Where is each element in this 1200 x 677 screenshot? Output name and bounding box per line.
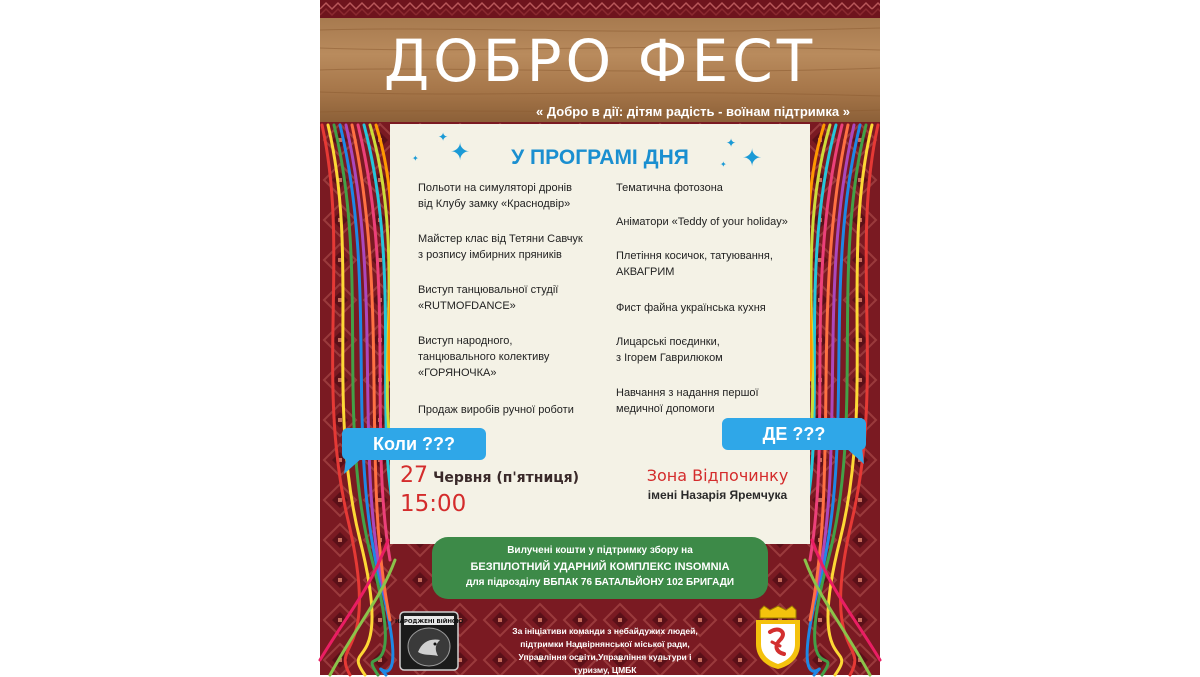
program-item: Лицарські поєдинки, з Ігорем Гаврилюком <box>616 336 723 364</box>
when-label: Коли ??? <box>372 434 456 454</box>
emblem-logo <box>394 612 464 670</box>
program-item: Навчання з надання першої медичної допомоги <box>616 387 759 415</box>
sparkle-icon: ✦ <box>438 130 449 144</box>
program-item: Польоти на симуляторі дронів від Клубу замку «Краснодвір» <box>418 182 572 210</box>
festival-subtitle: « Добро в дії: дітям радість - воїнам підтримка » <box>536 104 850 119</box>
program-item: Майстер клас від Тетяни Савчук з розпису імбирних пряників <box>418 233 583 261</box>
place-line-2: імені Назарія Яремчука <box>647 488 788 502</box>
program-item: Тематична фотозона <box>616 182 723 194</box>
when-bubble-tail <box>342 458 366 474</box>
donation-line-3: для підрозділу ВБПАК 76 БАТАЛЬЙОНУ 102 БРИГАДИ <box>465 577 735 588</box>
where-label: ДЕ ??? <box>762 424 826 444</box>
sparkle-icon: ✦ <box>450 139 471 166</box>
event-place <box>620 466 815 502</box>
poster <box>320 0 880 675</box>
organizers-text: За ініціативи команди з небайдужих людей, підтримки Надвірнянської міської ради, Управління освіти,Управління культури і туризму, ЦМБК <box>512 626 698 675</box>
coat-of-arms-icon <box>750 606 806 670</box>
date-month: Червня (п'ятниця) <box>433 470 580 486</box>
where-bubble-tail <box>842 448 866 464</box>
sparkle-icon: ✦ <box>726 136 737 150</box>
date-day: 27 <box>400 463 428 488</box>
event-time: 15:00 <box>400 491 467 517</box>
sparkle-icon: ✦ <box>412 154 419 163</box>
program-item: Плетіння косичок, татуювання, АКВАГРИМ <box>616 250 773 278</box>
program-right-column <box>616 180 810 430</box>
donation-line-1: Вилучені кошти у підтримку збору на <box>507 545 693 556</box>
sparkle-icon: ✦ <box>720 160 727 169</box>
program-item: Виступ танцювальної студії «RUTMOFDANCE» <box>418 284 559 312</box>
program-item: Аніматори «Teddy of your holiday» <box>616 216 788 228</box>
place-line-1: Зона Відпочинку <box>646 466 789 485</box>
event-date <box>400 463 579 488</box>
festival-title: ДОБРО ФЕСТ <box>383 27 817 95</box>
program-item: Виступ народного, танцювального колективу «ГОРЯНОЧКА» <box>418 335 550 379</box>
program-left-column <box>418 180 618 430</box>
program-item: Продаж виробів ручної роботи <box>418 404 574 416</box>
donation-line-2: БЕЗПІЛОТНИЙ УДАРНИЙ КОМПЛЕКС INSOMNIA <box>470 561 730 573</box>
when-bubble <box>342 428 486 460</box>
program-item: Фист файна українська кухня <box>616 302 766 314</box>
sparkle-icon: ✦ <box>742 145 763 172</box>
program-title: У ПРОГРАМІ ДНЯ <box>511 146 689 169</box>
emblem-logo-text: НАРОДЖЕНІ ВІЙНОЮ <box>394 619 464 625</box>
where-bubble <box>722 418 866 450</box>
donation-box <box>432 537 768 599</box>
